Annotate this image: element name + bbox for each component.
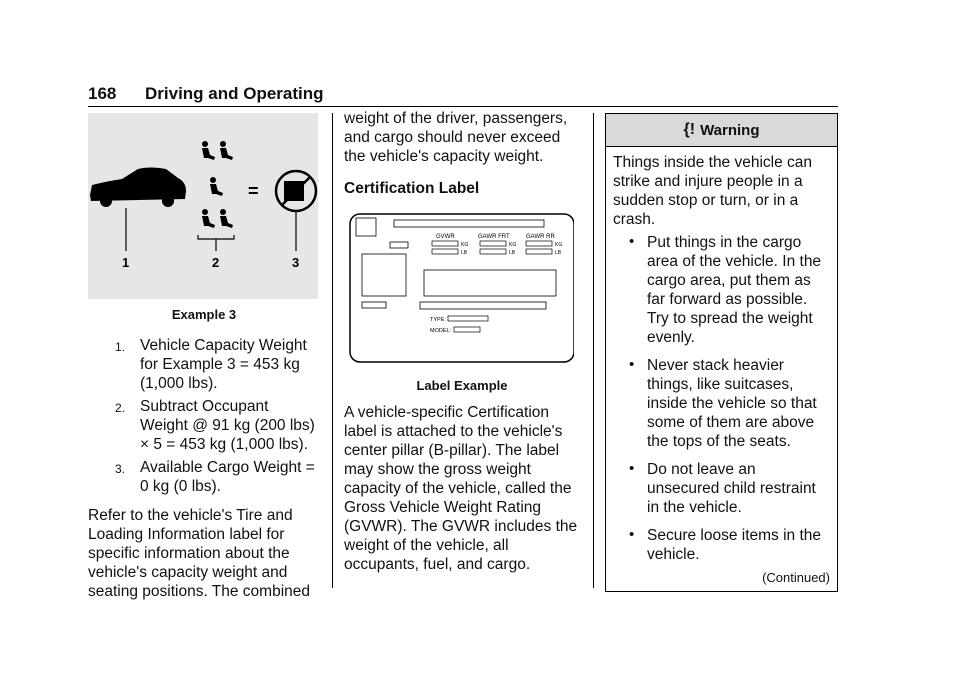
- column-3: [605, 113, 838, 592]
- svg-text:GAWR FRT: GAWR FRT: [478, 234, 510, 240]
- svg-text:TYPE:: TYPE:: [430, 317, 446, 323]
- figure-caption: Example 3: [171, 307, 237, 322]
- page-header: [88, 84, 838, 106]
- equals-sign: =: [248, 181, 259, 201]
- warning-body: [606, 147, 837, 591]
- warning-header: [606, 114, 837, 147]
- list-item: • Secure loose items in the vehicle.: [629, 526, 822, 563]
- column-2: [344, 110, 580, 574]
- callout-3: 3: [292, 255, 300, 270]
- body-paragraph: weight of the driver, passengers, and cargo should never exceed the vehicle's capacity weight.: [344, 110, 568, 165]
- figure-caption: Label Example: [416, 378, 508, 393]
- warning-intro: Things inside the vehicle can strike and injure people in a sudden stop or turn, or in a crash.: [613, 154, 813, 228]
- svg-text:KG: KG: [509, 242, 517, 248]
- svg-text:GAWR RR: GAWR RR: [526, 234, 555, 240]
- body-paragraph: A vehicle-specific Certification label is attached to the vehicle's center pillar (B-pillar). The label may show the gross weight capacity of the vehicle, called the Gross Vehicle Weight Rating (GVWR). The GVWR includes the weight of the vehicle, all occupants, fuel, and cargo.: [344, 404, 578, 573]
- calculation-steps: [88, 336, 320, 496]
- svg-text:LB: LB: [509, 250, 516, 256]
- list-item: 3. Available Cargo Weight = 0 kg (0 lbs).: [115, 459, 315, 495]
- column-divider: [593, 113, 594, 588]
- minus-sign: –: [172, 178, 184, 200]
- no-cargo-icon: [276, 171, 316, 211]
- callout-1: 1: [122, 255, 130, 270]
- warning-title: Warning: [700, 121, 760, 139]
- svg-text:LB: LB: [461, 250, 468, 256]
- list-item: • Do not leave an unsecured child restraint in the vehicle.: [629, 460, 816, 516]
- header-rule: [88, 106, 838, 107]
- example-3-figure: [88, 113, 318, 299]
- page-number: 168: [88, 84, 117, 103]
- certification-label-heading: Certification Label: [344, 180, 480, 197]
- warning-box: [605, 113, 838, 592]
- svg-text:KG: KG: [461, 242, 469, 248]
- column-1: [88, 113, 320, 601]
- list-item: 2. Subtract Occupant Weight @ 91 kg (200 lbs) × 5 = 453 kg (1,000 lbs).: [115, 398, 315, 453]
- seated-occupant-icon: [202, 141, 233, 228]
- list-item: • Put things in the cargo area of the vehicle. In the cargo area, put them as far forward as possible. Try to spread the weight evenly.: [629, 233, 822, 346]
- continued-note: (Continued): [762, 570, 830, 585]
- list-item: • Never stack heavier things, like suitcases, inside the vehicle so that some of them are above the tops of the seats.: [629, 356, 817, 450]
- list-item: 1. Vehicle Capacity Weight for Example 3 = 453 kg (1,000 lbs).: [115, 337, 307, 392]
- column-divider: [332, 113, 333, 588]
- svg-text:KG: KG: [555, 242, 563, 248]
- label-illustration: [344, 212, 574, 372]
- warning-bullets: [613, 233, 830, 564]
- svg-text:MODEL:: MODEL:: [430, 328, 452, 334]
- body-paragraph: Refer to the vehicle's Tire and Loading Information label for specific information about the vehicle's capacity weight and seating positions. The combined: [88, 507, 311, 600]
- warning-symbol-icon: {!: [683, 121, 696, 138]
- callout-2: 2: [212, 255, 220, 270]
- certification-label-figure: [344, 212, 574, 372]
- section-title: Driving and Operating: [145, 84, 324, 103]
- example-3-illustration: [88, 113, 318, 299]
- svg-text:GVWR: GVWR: [436, 234, 455, 240]
- svg-text:LB: LB: [555, 250, 562, 256]
